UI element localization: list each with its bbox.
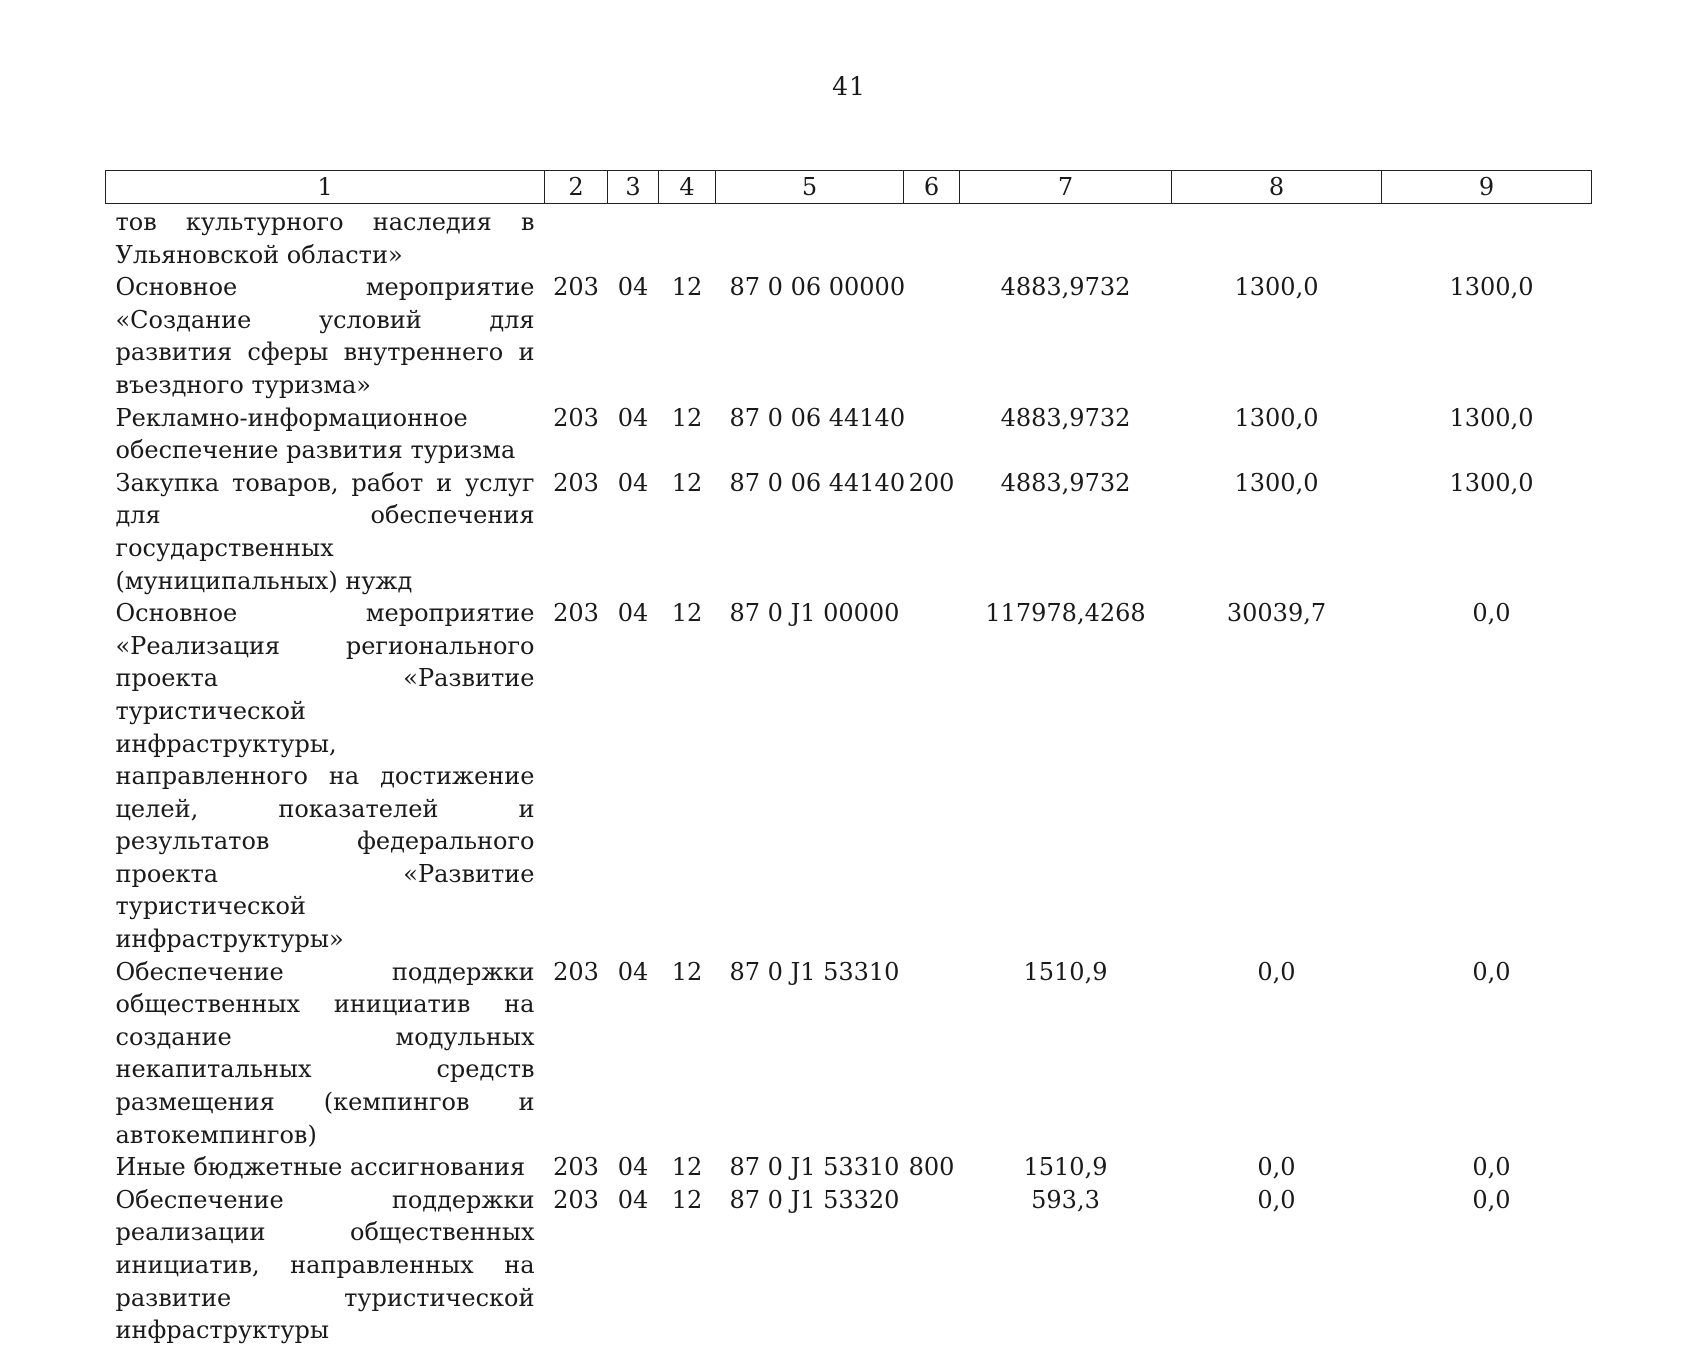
cell-target-article xyxy=(716,204,904,272)
cell-expense-type xyxy=(904,597,960,956)
cell-target-article: 87 0 J1 53310 xyxy=(729,957,900,986)
cell-expense-type xyxy=(904,956,960,1152)
cell-amount-7: 4883,9732 xyxy=(1000,403,1131,432)
cell-expense-type: 200 xyxy=(908,468,955,497)
cell-section xyxy=(608,204,659,272)
cell-amount-9: 0,0 xyxy=(1472,957,1511,986)
cell-ministry: 203 xyxy=(553,468,599,497)
cell-target-article: 87 0 J1 53320 xyxy=(729,1185,900,1214)
row-name: Основное мероприятие «Создание условий для развития сферы внутреннего и въездного туризма» xyxy=(115,273,535,399)
cell-subsection: 12 xyxy=(671,1185,703,1214)
table-row xyxy=(106,1184,1592,1347)
cell-expense-type xyxy=(904,402,960,467)
header-cell-7: 7 xyxy=(960,171,1172,204)
cell-ministry: 203 xyxy=(553,957,599,986)
cell-section: 04 xyxy=(617,403,649,432)
cell-amount-7 xyxy=(960,204,1172,272)
cell-target-article: 87 0 06 44140 xyxy=(729,468,906,497)
table-row xyxy=(106,271,1592,401)
cell-section: 04 xyxy=(617,1153,649,1182)
cell-subsection: 12 xyxy=(671,957,703,986)
cell-target-article: 87 0 06 00000 xyxy=(729,273,906,302)
row-name: Рекламно-информационное обеспечение развития туризма xyxy=(115,403,516,465)
cell-ministry xyxy=(545,204,608,272)
cell-amount-9: 0,0 xyxy=(1472,1185,1511,1214)
cell-amount-7: 117978,4268 xyxy=(985,599,1146,628)
cell-ministry: 203 xyxy=(553,273,599,302)
cell-amount-7: 1510,9 xyxy=(1023,1153,1108,1182)
row-name: Обеспечение поддержки общественных инициатив на создание модульных некапитальных средств размещения (кемпингов и автокемпингов) xyxy=(115,957,535,1149)
cell-amount-9 xyxy=(1382,204,1592,272)
cell-ministry: 203 xyxy=(553,1153,599,1182)
cell-amount-7: 4883,9732 xyxy=(1000,468,1131,497)
header-cell-1: 1 xyxy=(106,171,545,204)
header-cell-9: 9 xyxy=(1382,171,1592,204)
cell-amount-7: 593,3 xyxy=(1031,1185,1100,1214)
header-cell-6: 6 xyxy=(904,171,960,204)
cell-expense-type xyxy=(904,204,960,272)
header-cell-3: 3 xyxy=(608,171,659,204)
cell-amount-9: 0,0 xyxy=(1472,1153,1511,1182)
cell-subsection: 12 xyxy=(671,468,703,497)
header-cell-8: 8 xyxy=(1172,171,1382,204)
header-cell-5: 5 xyxy=(716,171,904,204)
cell-expense-type xyxy=(904,1184,960,1347)
cell-expense-type xyxy=(904,271,960,401)
cell-amount-8: 0,0 xyxy=(1257,957,1296,986)
cell-target-article: 87 0 J1 00000 xyxy=(729,599,900,628)
cell-ministry: 203 xyxy=(553,1185,599,1214)
cell-section: 04 xyxy=(617,1185,649,1214)
table-body xyxy=(106,204,1592,1347)
cell-expense-type: 800 xyxy=(908,1153,955,1182)
header-cell-4: 4 xyxy=(659,171,716,204)
cell-amount-8: 1300,0 xyxy=(1234,403,1319,432)
cell-section: 04 xyxy=(617,599,649,628)
table-row xyxy=(106,402,1592,467)
cell-amount-7: 1510,9 xyxy=(1023,957,1108,986)
cell-amount-7: 4883,9732 xyxy=(1000,273,1131,302)
cell-amount-9: 0,0 xyxy=(1472,599,1511,628)
row-name: Закупка товаров, работ и услуг для обеспечения государственных (муниципальных) нужд xyxy=(115,468,535,595)
cell-subsection: 12 xyxy=(671,403,703,432)
cell-section: 04 xyxy=(617,273,649,302)
cell-amount-8: 1300,0 xyxy=(1234,468,1319,497)
header-row xyxy=(106,171,1592,204)
page-number: 41 xyxy=(832,72,866,101)
table-row xyxy=(106,956,1592,1152)
cell-target-article: 87 0 06 44140 xyxy=(729,403,906,432)
row-name: Основное мероприятие «Реализация регионального проекта «Развитие туристической инфраструктуры, направленного на достижение целей, показателей и результатов федерального проекта «Развитие туристической инфраструктуры» xyxy=(115,599,535,954)
cell-amount-8 xyxy=(1172,204,1382,272)
cell-target-article: 87 0 J1 53310 xyxy=(729,1153,900,1182)
cell-subsection: 12 xyxy=(671,599,703,628)
row-name: Обеспечение поддержки реализации общественных инициатив, направленных на развитие туристической инфраструктуры xyxy=(115,1185,535,1345)
cell-subsection: 12 xyxy=(671,1153,703,1182)
table-row xyxy=(106,204,1592,272)
header-cell-2: 2 xyxy=(545,171,608,204)
cell-section: 04 xyxy=(617,957,649,986)
cell-amount-8: 1300,0 xyxy=(1234,273,1319,302)
cell-amount-8: 0,0 xyxy=(1257,1153,1296,1182)
cell-subsection xyxy=(659,204,716,272)
table-row xyxy=(106,597,1592,956)
cell-amount-8: 30039,7 xyxy=(1226,599,1327,628)
table-header xyxy=(106,171,1592,204)
cell-subsection: 12 xyxy=(671,273,703,302)
cell-section: 04 xyxy=(617,468,649,497)
cell-amount-8: 0,0 xyxy=(1257,1185,1296,1214)
row-name: тов культурного наследия в Ульяновской области» xyxy=(115,208,535,269)
cell-amount-9: 1300,0 xyxy=(1449,273,1534,302)
cell-ministry: 203 xyxy=(553,599,599,628)
cell-amount-9: 1300,0 xyxy=(1449,468,1534,497)
table-row xyxy=(106,1151,1592,1184)
budget-table xyxy=(105,170,1592,1347)
row-name: Иные бюджетные ассигнования xyxy=(115,1153,526,1182)
cell-amount-9: 1300,0 xyxy=(1449,403,1534,432)
table-row xyxy=(106,467,1592,597)
cell-ministry: 203 xyxy=(553,403,599,432)
